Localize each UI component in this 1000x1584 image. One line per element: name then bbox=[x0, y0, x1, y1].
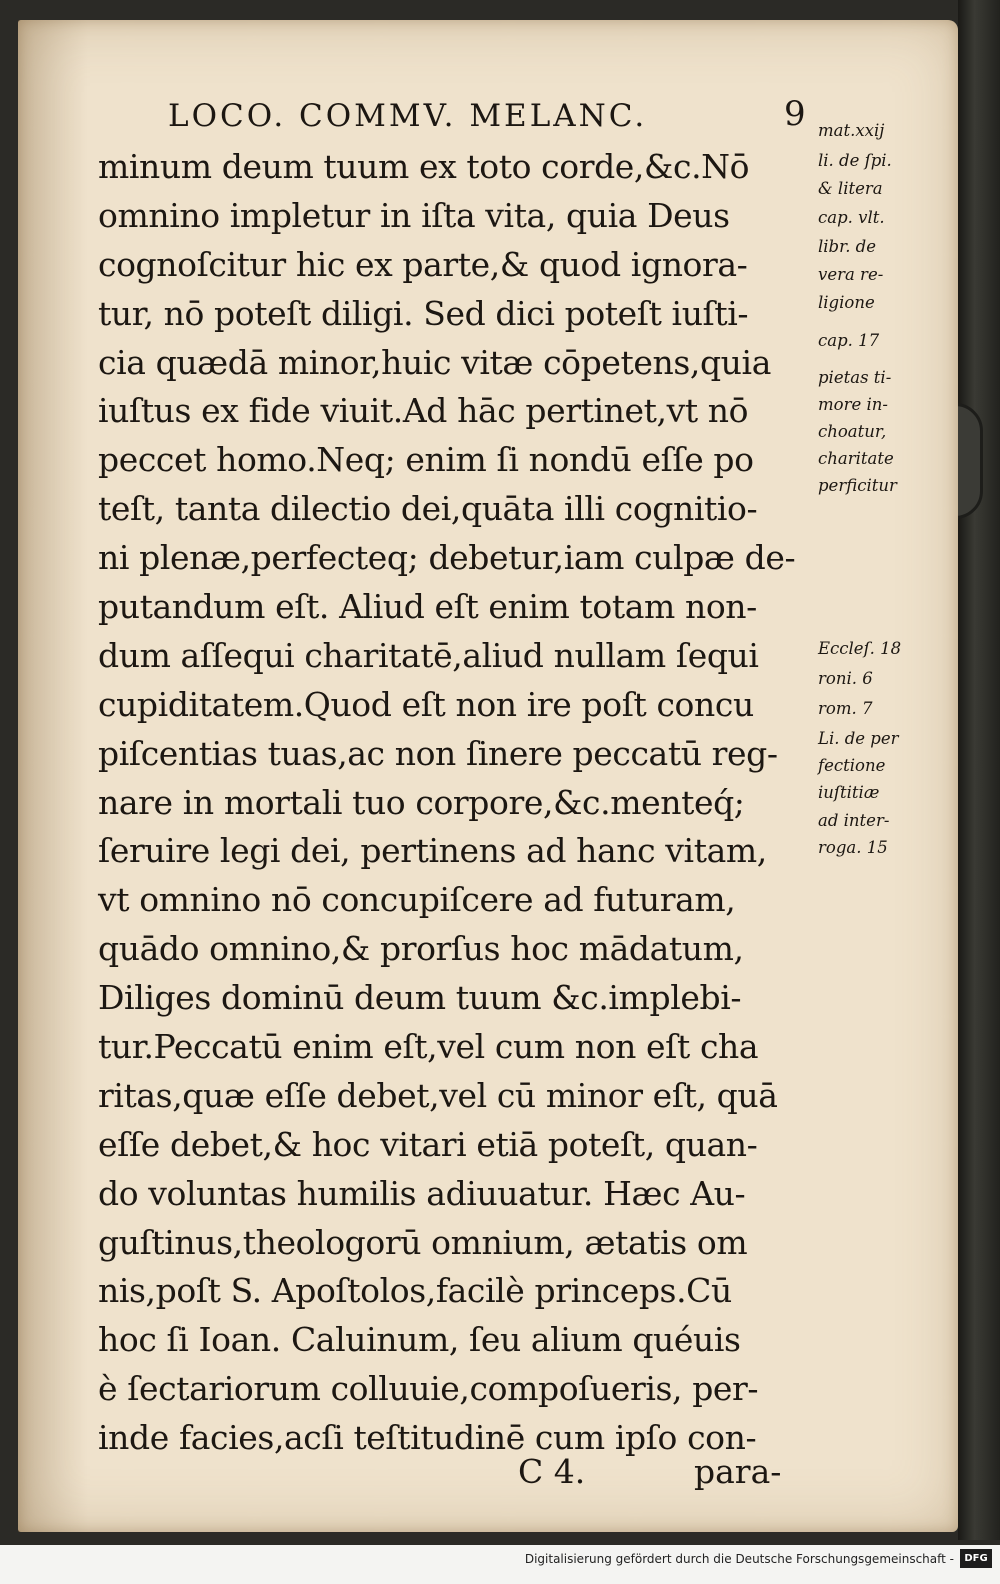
body-text bbox=[98, 143, 798, 1463]
signature-mark: C 4. bbox=[518, 1452, 586, 1491]
margin-note: mat.xxij bbox=[818, 121, 885, 140]
footer-credit: Digitalisierung gefördert durch die Deutsche Forschungsgemeinschaft - bbox=[524, 1552, 954, 1566]
margin-note: choatur, bbox=[818, 422, 887, 441]
margin-note: vera re- bbox=[818, 265, 884, 284]
text-line: Diliges dominū deum tuum &c.implebi- bbox=[98, 978, 742, 1018]
text-line: peccet homo.Neq; enim ſi nondū eſſe po bbox=[98, 440, 754, 480]
margin-note: Eccleſ. 18 bbox=[818, 639, 902, 658]
text-line: putandum eſt. Aliud eſt enim totam non- bbox=[98, 587, 757, 627]
text-line: ritas,quæ eſſe debet,vel cū minor eſt, quā bbox=[98, 1075, 778, 1115]
text-line: piſcentias tuas,ac non ſinere peccatū reg- bbox=[98, 733, 778, 773]
text-line: nare in mortali tuo corpore,&c.menteq́; bbox=[98, 782, 745, 822]
text-line: guſtinus,theologorū omnium, ætatis om bbox=[98, 1222, 748, 1262]
margin-note: ligione bbox=[818, 293, 875, 312]
margin-note: Li. de per bbox=[818, 729, 899, 748]
margin-note: charitate bbox=[818, 449, 894, 468]
text-line: teſt, tanta dilectio dei,quāta illi cognitio- bbox=[98, 489, 758, 529]
text-line: cupiditatem.Quod eſt non ire poſt concu bbox=[98, 684, 754, 724]
margin-note: rom. 7 bbox=[818, 699, 873, 718]
book-edge bbox=[958, 0, 1000, 1540]
dfg-logo: DFG bbox=[960, 1549, 992, 1568]
margin-note: pietas ti- bbox=[818, 368, 892, 387]
text-line: nis,poſt S. Apoſtolos,facilè princeps.Cū bbox=[98, 1271, 732, 1311]
margin-note: ad inter- bbox=[818, 811, 890, 830]
text-line: inde facies,acſi teſtitudinē cum ipſo con- bbox=[98, 1418, 757, 1458]
page-number: 9 bbox=[784, 94, 806, 134]
text-line: iuſtus ex fide viuit.Ad hāc pertinet,vt nō bbox=[98, 391, 749, 431]
text-line: cia quædā minor,huic vitæ cōpetens,quia bbox=[98, 342, 771, 382]
margin-note: fectione bbox=[818, 756, 886, 775]
margin-note: li. de ſpi. bbox=[818, 151, 892, 170]
margin-note: perficitur bbox=[818, 476, 897, 495]
margin-note: roni. 6 bbox=[818, 669, 873, 688]
text-line: do voluntas humilis adiuuatur. Hæc Au- bbox=[98, 1173, 746, 1213]
book-page bbox=[18, 20, 958, 1532]
text-line: minum deum tuum ex toto corde,&c.Nō bbox=[98, 147, 750, 186]
text-line: tur, nō poteſt diligi. Sed dici poteſt iuſti- bbox=[98, 293, 749, 333]
text-line: cognoſcitur hic ex parte,& quod ignora- bbox=[98, 244, 748, 284]
margin-note: cap. vlt. bbox=[818, 208, 885, 227]
margin-note: libr. de bbox=[818, 237, 877, 256]
margin-note: more in- bbox=[818, 395, 888, 414]
margin-note: iuſtitiæ bbox=[818, 783, 880, 802]
text-line: quādo omnino,& prorſus hoc mādatum, bbox=[98, 929, 744, 969]
catchword: para- bbox=[694, 1452, 782, 1491]
text-line: eſſe debet,& hoc vitari etiā poteſt, quan- bbox=[98, 1124, 758, 1164]
text-line: ſeruire legi dei, pertinens ad hanc vitam, bbox=[98, 831, 767, 871]
text-line: è ſectariorum colluuie,compoſueris, per- bbox=[98, 1369, 759, 1409]
text-line: omnino impletur in iſta vita, quia Deus bbox=[98, 195, 730, 235]
text-line: ni plenæ,perfecteq; debetur,iam culpæ de- bbox=[98, 538, 796, 578]
running-head: LOCO. COMMV. MELANC. bbox=[168, 98, 648, 134]
text-line: vt omnino nō concupiſcere ad futuram, bbox=[98, 880, 736, 920]
margin-note: & litera bbox=[818, 179, 883, 198]
margin-note: cap. 17 bbox=[818, 331, 880, 350]
text-line: tur.Peccatū enim eſt,vel cum non eſt cha bbox=[98, 1027, 759, 1067]
margin-note: roga. 15 bbox=[818, 838, 888, 857]
text-line: hoc ſi Ioan. Caluinum, ſeu alium quéuis bbox=[98, 1320, 741, 1360]
text-line: dum aſſequi charitatē,aliud nullam ſequi bbox=[98, 635, 759, 675]
